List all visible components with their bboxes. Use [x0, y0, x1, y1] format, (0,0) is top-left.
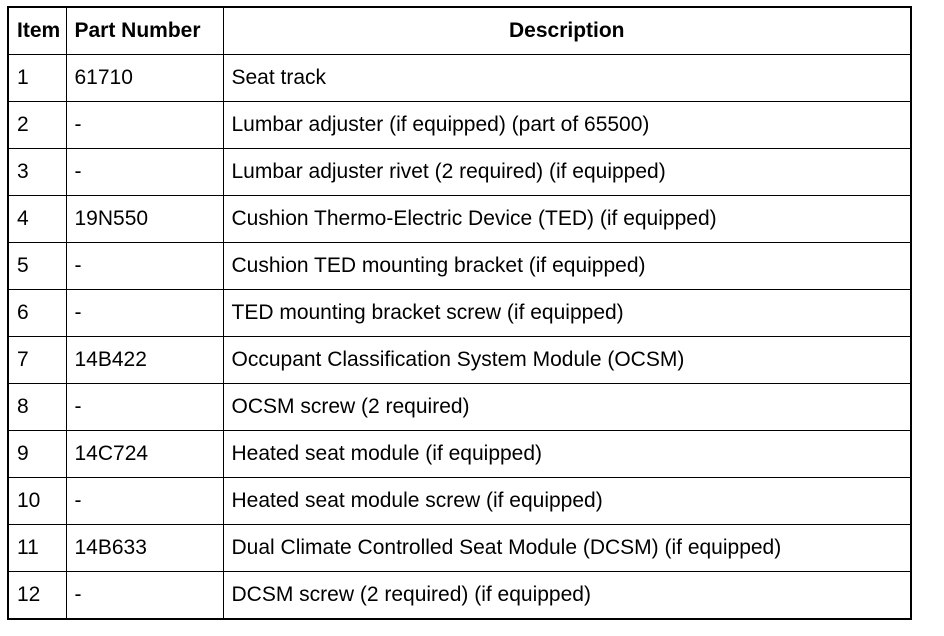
- cell-item: 8: [8, 384, 66, 431]
- cell-part-number: -: [66, 243, 223, 290]
- table-row: [8, 196, 911, 243]
- cell-description: Seat track: [223, 55, 911, 102]
- cell-item: 7: [8, 337, 66, 384]
- cell-item: 6: [8, 290, 66, 337]
- cell-part-number: -: [66, 478, 223, 525]
- table-row: [8, 572, 911, 620]
- cell-description: Occupant Classification System Module (OCSM): [223, 337, 911, 384]
- table-body: [8, 55, 911, 620]
- cell-item: 12: [8, 572, 66, 620]
- table-row: [8, 384, 911, 431]
- header-item: Item: [8, 7, 66, 55]
- parts-table: [7, 6, 912, 620]
- cell-part-number: 14B633: [66, 525, 223, 572]
- table-row: [8, 102, 911, 149]
- table-row: [8, 478, 911, 525]
- cell-description: Dual Climate Controlled Seat Module (DCSM) (if equipped): [223, 525, 911, 572]
- cell-part-number: -: [66, 572, 223, 620]
- cell-description: Heated seat module screw (if equipped): [223, 478, 911, 525]
- cell-item: 10: [8, 478, 66, 525]
- header-row: [8, 7, 911, 55]
- table-row: [8, 149, 911, 196]
- cell-description: Cushion Thermo-Electric Device (TED) (if equipped): [223, 196, 911, 243]
- cell-part-number: -: [66, 384, 223, 431]
- cell-description: Cushion TED mounting bracket (if equipped): [223, 243, 911, 290]
- cell-part-number: 14B422: [66, 337, 223, 384]
- cell-part-number: -: [66, 149, 223, 196]
- cell-part-number: -: [66, 290, 223, 337]
- cell-item: 3: [8, 149, 66, 196]
- cell-item: 2: [8, 102, 66, 149]
- table-row: [8, 337, 911, 384]
- table-row: [8, 431, 911, 478]
- cell-part-number: 19N550: [66, 196, 223, 243]
- cell-description: TED mounting bracket screw (if equipped): [223, 290, 911, 337]
- header-part-number: Part Number: [66, 7, 223, 55]
- table-header: [8, 7, 911, 55]
- cell-part-number: 14C724: [66, 431, 223, 478]
- cell-part-number: -: [66, 102, 223, 149]
- table-row: [8, 243, 911, 290]
- cell-part-number: 61710: [66, 55, 223, 102]
- cell-item: 11: [8, 525, 66, 572]
- cell-description: Lumbar adjuster rivet (2 required) (if equipped): [223, 149, 911, 196]
- cell-description: Heated seat module (if equipped): [223, 431, 911, 478]
- cell-item: 1: [8, 55, 66, 102]
- cell-description: DCSM screw (2 required) (if equipped): [223, 572, 911, 620]
- table-row: [8, 525, 911, 572]
- cell-item: 4: [8, 196, 66, 243]
- cell-item: 9: [8, 431, 66, 478]
- cell-description: OCSM screw (2 required): [223, 384, 911, 431]
- table-row: [8, 55, 911, 102]
- cell-description: Lumbar adjuster (if equipped) (part of 65500): [223, 102, 911, 149]
- table-row: [8, 290, 911, 337]
- cell-item: 5: [8, 243, 66, 290]
- header-description: Description: [223, 7, 911, 55]
